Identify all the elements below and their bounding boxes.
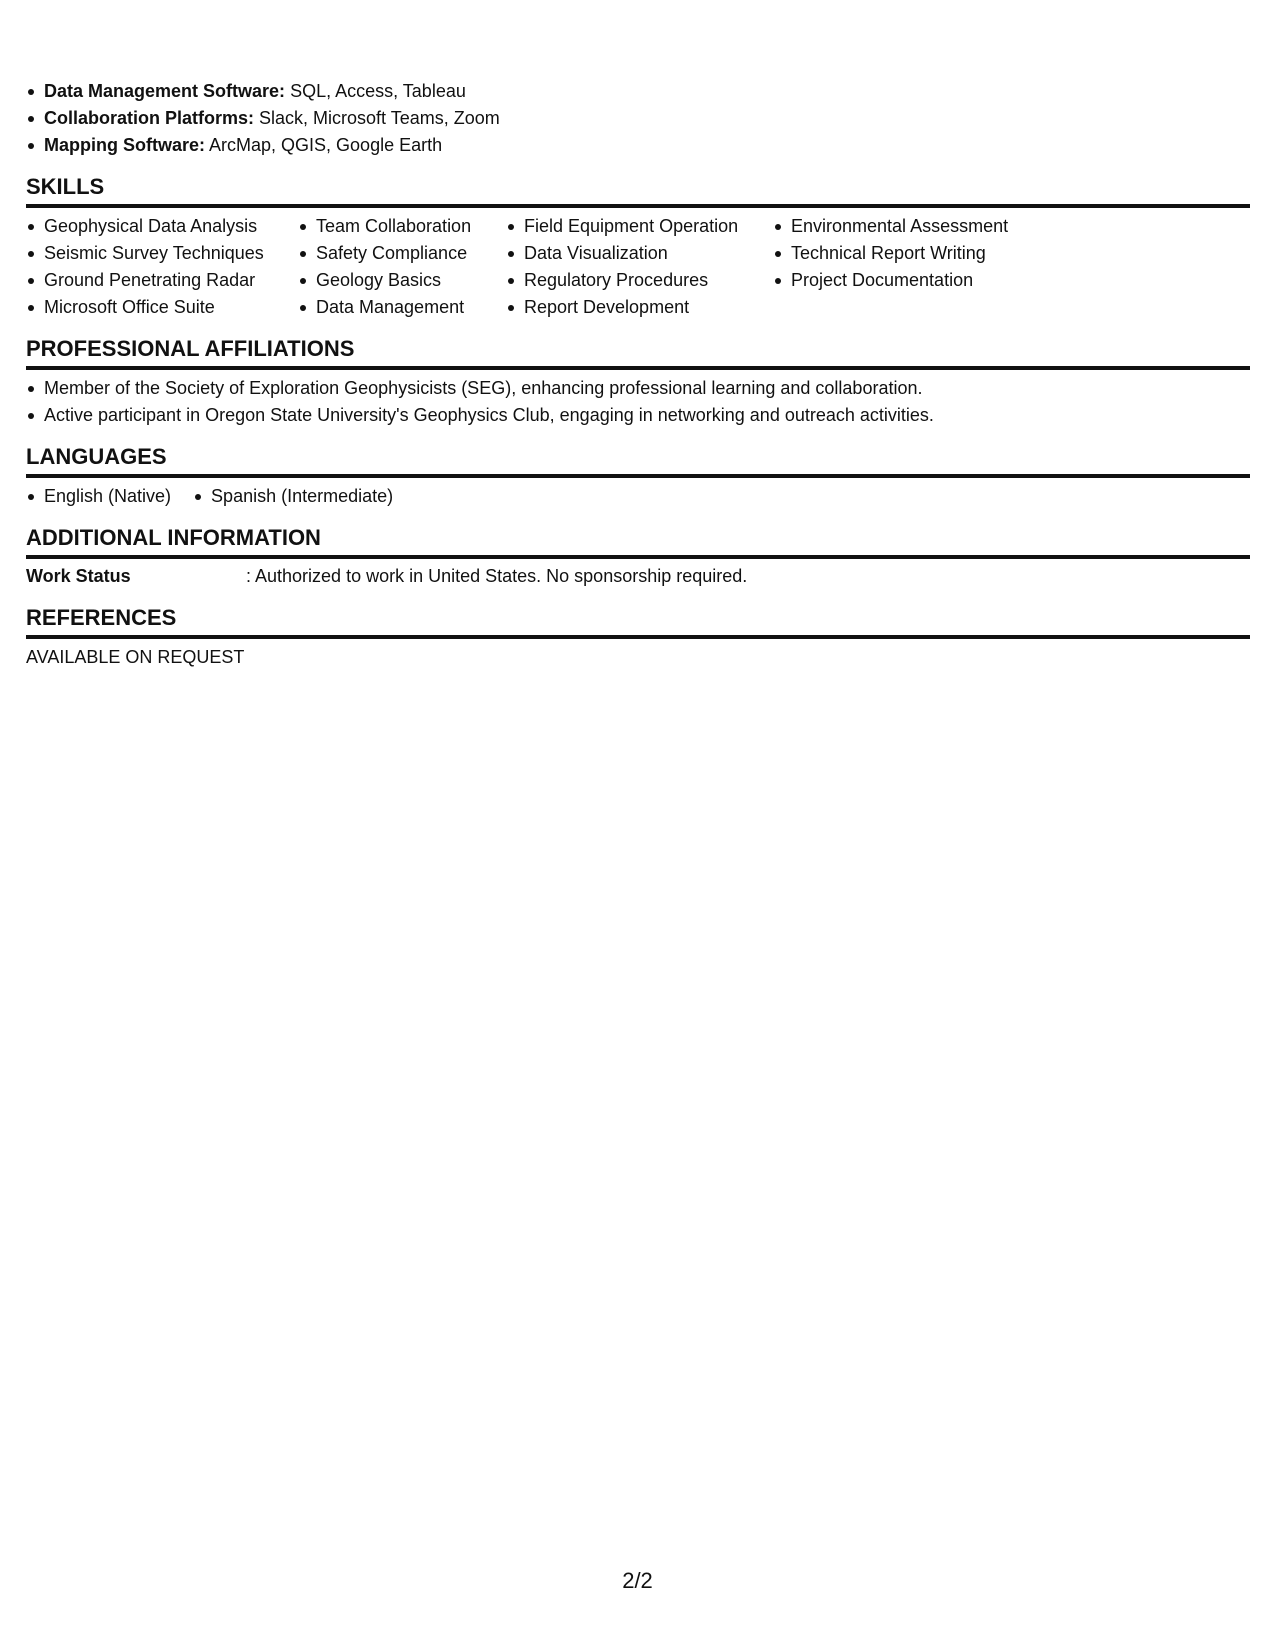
software-label: Collaboration Platforms:: [44, 108, 255, 128]
skill-item: Seismic Survey Techniques: [26, 240, 278, 267]
skills-column: [773, 213, 1008, 321]
skill-item: Technical Report Writing: [773, 240, 1008, 267]
software-value: SQL, Access, Tableau: [290, 81, 466, 101]
section-title: REFERENCES: [26, 604, 1250, 639]
software-value: Slack, Microsoft Teams, Zoom: [259, 108, 500, 128]
skill-item: Geology Basics: [298, 267, 486, 294]
skill-item: Ground Penetrating Radar: [26, 267, 278, 294]
language-item: English (Native): [26, 483, 171, 510]
software-label: Data Management Software:: [44, 81, 286, 101]
work-status-row: [26, 559, 1250, 590]
software-value: ArcMap, QGIS, Google Earth: [209, 135, 443, 155]
skills-column: [506, 213, 751, 321]
skill-item: Environmental Assessment: [773, 213, 1008, 240]
skill-item: Data Visualization: [506, 240, 751, 267]
skill-item: Regulatory Procedures: [506, 267, 751, 294]
software-label: Mapping Software:: [44, 135, 205, 155]
work-status-value: : Authorized to work in United States. No sponsorship required.: [246, 566, 748, 586]
skills-section: [26, 173, 1250, 321]
language-item: Spanish (Intermediate): [193, 483, 393, 510]
languages-list: [26, 478, 1250, 510]
skills-grid: [26, 208, 1250, 321]
list-item: [26, 78, 1250, 105]
list-item: [26, 132, 1250, 159]
languages-section: [26, 443, 1250, 510]
page-number: 2/2: [622, 1568, 653, 1593]
skills-column: [298, 213, 486, 321]
references-text: AVAILABLE ON REQUEST: [26, 647, 245, 667]
skill-item: Safety Compliance: [298, 240, 486, 267]
skill-item: Field Equipment Operation: [506, 213, 751, 240]
skill-item: Team Collaboration: [298, 213, 486, 240]
section-title: PROFESSIONAL AFFILIATIONS: [26, 335, 1250, 370]
skill-item: Geophysical Data Analysis: [26, 213, 278, 240]
skills-column: [26, 213, 278, 321]
software-list: [26, 78, 1250, 159]
skill-item: Data Management: [298, 294, 486, 321]
resume-page: [26, 78, 1250, 671]
list-item: Active participant in Oregon State University's Geophysics Club, engaging in networking and outreach activities.: [26, 402, 1250, 429]
skill-item: Project Documentation: [773, 267, 1008, 294]
additional-info-section: [26, 524, 1250, 590]
skill-item: Report Development: [506, 294, 751, 321]
section-title: SKILLS: [26, 173, 1250, 208]
list-item: Member of the Society of Exploration Geophysicists (SEG), enhancing professional learning and collaboration.: [26, 375, 1250, 402]
affiliations-section: [26, 335, 1250, 429]
section-title: ADDITIONAL INFORMATION: [26, 524, 1250, 559]
section-title: LANGUAGES: [26, 443, 1250, 478]
list-item: [26, 105, 1250, 132]
references-section: [26, 604, 1250, 671]
skill-item: Microsoft Office Suite: [26, 294, 278, 321]
affiliations-list: [26, 370, 1250, 429]
work-status-label: Work Status: [26, 566, 131, 586]
